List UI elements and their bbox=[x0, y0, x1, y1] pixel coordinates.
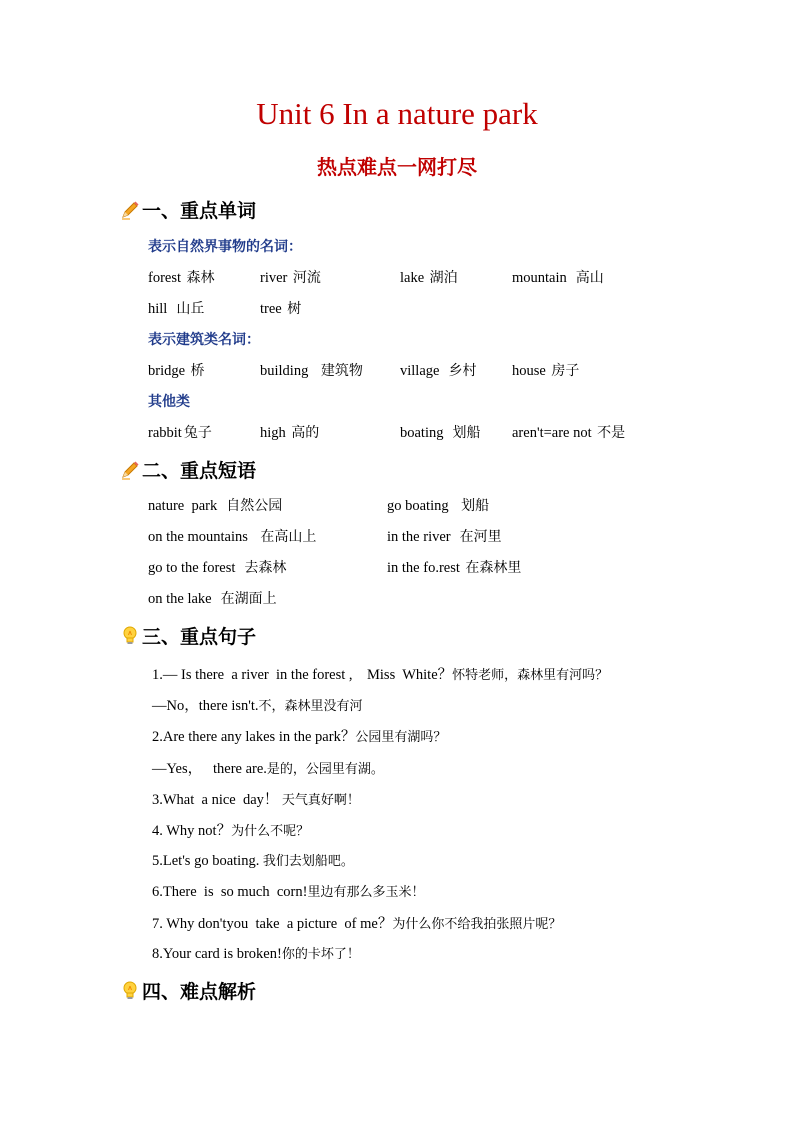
sentence-en: 3.What a nice day！ bbox=[152, 792, 279, 808]
sentence-item bbox=[152, 943, 360, 963]
pencil-icon bbox=[120, 199, 140, 221]
word-zh: 建筑物 bbox=[320, 363, 363, 379]
sentence-en: 4. Why not？ bbox=[152, 823, 232, 839]
phrase-zh: 在河里 bbox=[459, 529, 502, 545]
phrase-en: go boating bbox=[387, 498, 449, 514]
section-heading-text: 四、难点解析 bbox=[142, 981, 257, 1003]
phrase-zh: 在高山上 bbox=[260, 529, 317, 545]
word-zh: 桥 bbox=[190, 363, 205, 379]
vocab-item bbox=[400, 422, 481, 442]
sentence-zh: 不，森林里没有河 bbox=[258, 699, 363, 714]
vocab-item bbox=[260, 298, 301, 318]
vocab-category-buildings: 表示建筑类名词： bbox=[148, 332, 260, 348]
sentence-en: 7. Why don'tyou take a picture of me？ bbox=[152, 916, 393, 932]
word-zh: 树 bbox=[287, 301, 302, 317]
vocab-category-other: 其他类 bbox=[148, 394, 190, 410]
word-en: village bbox=[400, 363, 440, 379]
sentence-zh: 我们去划船吧。 bbox=[262, 854, 354, 869]
sentence-zh: 为什么不呢？ bbox=[231, 824, 310, 839]
vocab-item bbox=[512, 360, 579, 380]
word-en: mountain bbox=[512, 270, 567, 286]
word-en: rabbit bbox=[148, 425, 182, 441]
sentence-zh: 是的，公园里有湖。 bbox=[266, 762, 384, 777]
section-heading-text: 三、重点句子 bbox=[142, 626, 257, 648]
section-heading-3 bbox=[120, 622, 256, 649]
vocab-item bbox=[512, 267, 604, 287]
sentence-zh: 天气真好啊！ bbox=[281, 793, 360, 808]
phrase-zh: 在森林里 bbox=[465, 560, 522, 576]
word-zh: 划船 bbox=[452, 425, 481, 441]
vocab-item bbox=[260, 422, 319, 442]
phrase-item bbox=[387, 557, 521, 577]
vocab-item bbox=[512, 422, 625, 442]
phrase-zh: 划船 bbox=[461, 498, 490, 514]
lightbulb-icon bbox=[120, 980, 140, 1002]
phrase-en: in the fo.rest bbox=[387, 560, 460, 576]
phrase-item bbox=[148, 526, 316, 546]
phrase-item bbox=[387, 526, 502, 546]
phrase-en: on the mountains bbox=[148, 529, 248, 545]
word-zh: 高的 bbox=[291, 425, 320, 441]
vocab-item bbox=[148, 360, 205, 380]
section-heading-text: 一、重点单词 bbox=[142, 200, 257, 222]
word-zh: 山丘 bbox=[176, 301, 205, 317]
word-en: bridge bbox=[148, 363, 186, 379]
page-title: Unit 6 In a nature park bbox=[256, 96, 538, 131]
word-zh: 河流 bbox=[292, 270, 321, 286]
word-en: hill bbox=[148, 301, 168, 317]
word-zh: 房子 bbox=[551, 363, 580, 379]
vocab-item bbox=[148, 422, 212, 442]
phrase-en: in the river bbox=[387, 529, 451, 545]
sentence-en: 6.There is so much corn! bbox=[152, 884, 308, 900]
section-heading-text: 二、重点短语 bbox=[142, 460, 257, 482]
word-zh: 湖泊 bbox=[429, 270, 458, 286]
vocab-item bbox=[260, 267, 321, 287]
sentence-item bbox=[152, 819, 309, 840]
sentence-en: —Yes， there are. bbox=[152, 761, 267, 777]
word-zh: 兔子 bbox=[183, 425, 212, 441]
phrase-en: go to the forest bbox=[148, 560, 236, 576]
sentence-zh: 你的卡坏了！ bbox=[281, 947, 360, 962]
sentence-item bbox=[152, 694, 363, 715]
word-zh: 高山 bbox=[575, 270, 604, 286]
sentence-en: 5.Let's go boating. bbox=[152, 853, 260, 869]
sentence-en: 1.— Is there a river in the forest , Miss White？ bbox=[152, 667, 453, 683]
word-en: forest bbox=[148, 270, 182, 286]
word-en: lake bbox=[400, 270, 425, 286]
vocab-category-nature: 表示自然界事物的名词： bbox=[148, 239, 302, 255]
word-en: building bbox=[260, 363, 309, 379]
phrase-zh: 自然公园 bbox=[226, 498, 283, 514]
phrase-item bbox=[148, 495, 282, 515]
sentence-en: —No，there isn't. bbox=[152, 698, 259, 714]
lightbulb-icon bbox=[120, 625, 140, 647]
vocab-item bbox=[260, 360, 363, 380]
section-heading-2 bbox=[120, 456, 256, 483]
word-en: house bbox=[512, 363, 546, 379]
phrase-zh: 去森林 bbox=[244, 560, 287, 576]
sentence-zh: 为什么你不给我拍张照片呢？ bbox=[392, 917, 562, 932]
vocab-item bbox=[148, 298, 204, 318]
phrase-en: nature park bbox=[148, 498, 218, 514]
word-en: tree bbox=[260, 301, 282, 317]
phrase-en: on the lake bbox=[148, 591, 212, 607]
sentence-en: 8.Your card is broken! bbox=[152, 946, 282, 962]
word-en: river bbox=[260, 270, 288, 286]
word-zh: 森林 bbox=[186, 270, 215, 286]
vocab-item bbox=[400, 360, 476, 380]
pencil-icon bbox=[120, 459, 140, 481]
word-en: aren't=are not bbox=[512, 425, 592, 441]
sentence-item bbox=[152, 725, 446, 746]
sentence-item bbox=[152, 850, 354, 870]
word-en: high bbox=[260, 425, 286, 441]
sentence-zh: 怀特老师，森林里有河吗？ bbox=[452, 668, 609, 683]
sentence-zh: 里边有那么多玉米！ bbox=[307, 885, 425, 900]
sentence-item bbox=[152, 881, 424, 901]
phrase-item bbox=[148, 588, 277, 608]
word-en: boating bbox=[400, 425, 444, 441]
sentence-zh: 公园里有湖吗？ bbox=[355, 730, 447, 745]
word-zh: 乡村 bbox=[448, 363, 477, 379]
vocab-item bbox=[148, 267, 215, 287]
phrase-item bbox=[148, 557, 286, 577]
sentence-item bbox=[152, 912, 561, 933]
word-zh: 不是 bbox=[597, 425, 626, 441]
sentence-en: 2.Are there any lakes in the park？ bbox=[152, 729, 356, 745]
sentence-item bbox=[152, 757, 384, 778]
phrase-zh: 在湖面上 bbox=[220, 591, 277, 607]
section-heading-1 bbox=[120, 196, 256, 223]
section-heading-4 bbox=[120, 977, 256, 1004]
page-subtitle: 热点难点一网打尽 bbox=[317, 155, 477, 179]
phrase-item bbox=[387, 495, 489, 515]
sentence-item bbox=[152, 663, 608, 684]
vocab-item bbox=[400, 267, 458, 287]
sentence-item bbox=[152, 788, 360, 809]
